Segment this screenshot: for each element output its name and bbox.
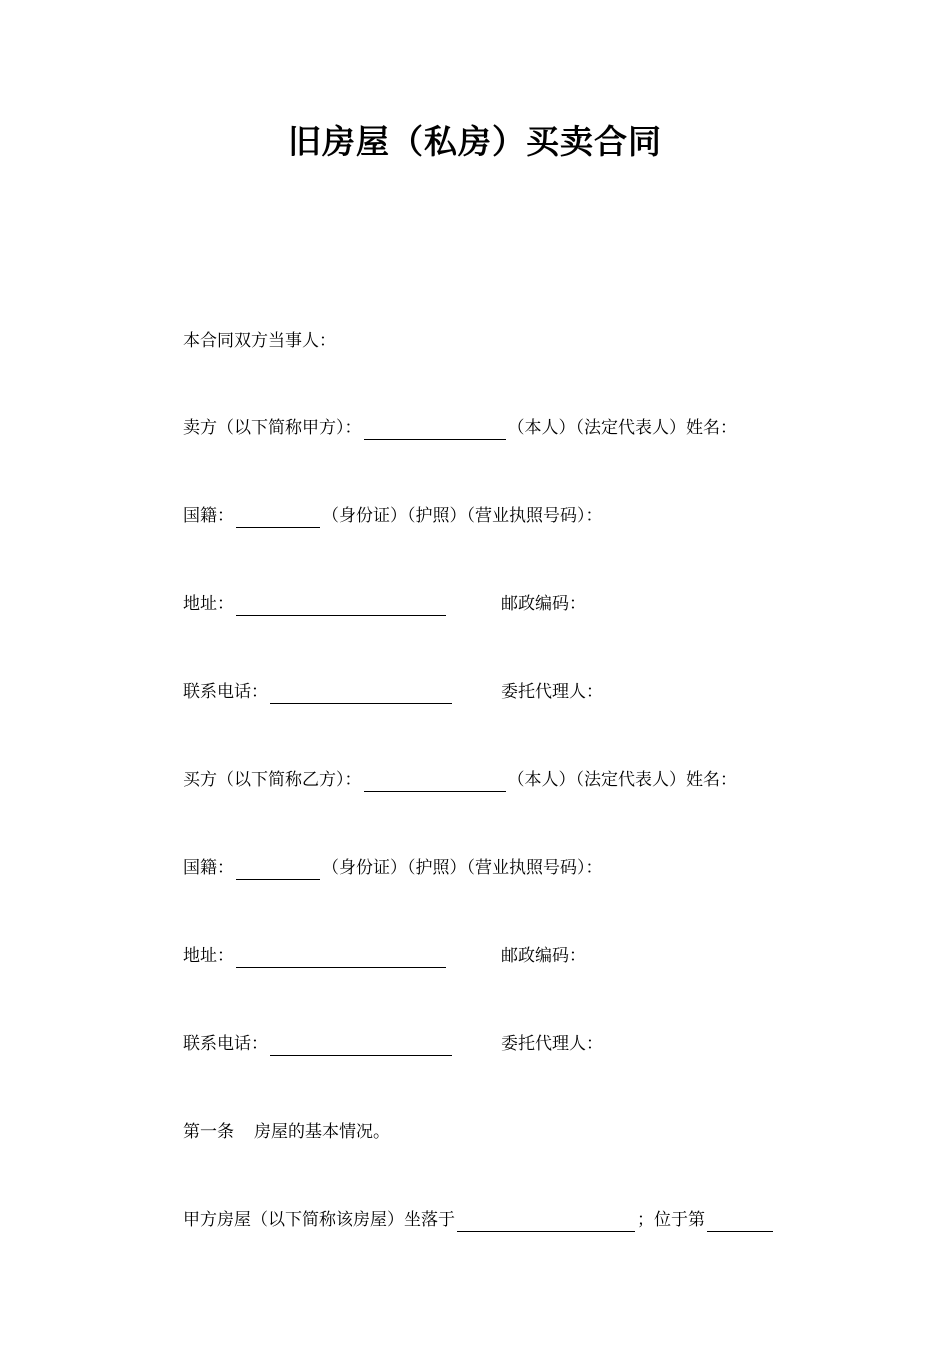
buyer-id-label: （身份证）（护照）（营业执照号码）： [322, 858, 603, 878]
seller-party-line [183, 416, 737, 440]
article1-location-line [183, 1208, 775, 1232]
buyer-postcode-label: 邮政编码： [501, 946, 586, 966]
buyer-phone-label: 联系电话： [183, 1034, 268, 1054]
seller-address-label: 地址： [183, 594, 234, 614]
buyer-name-field[interactable] [364, 773, 506, 792]
intro-line [183, 329, 336, 353]
floor-field[interactable] [707, 1213, 773, 1232]
location-mid: ；位于第 [637, 1210, 705, 1230]
buyer-party-line [183, 768, 737, 792]
location-prefix: 甲方房屋（以下简称该房屋）坐落于 [183, 1210, 455, 1230]
buyer-nationality-line [183, 856, 603, 880]
buyer-address-field[interactable] [236, 949, 446, 968]
seller-party-suffix: （本人）（法定代表人）姓名： [507, 418, 737, 438]
seller-phone-line [183, 680, 783, 704]
location-field[interactable] [457, 1213, 635, 1232]
document-title: 旧房屋（私房）买卖合同 [288, 122, 662, 161]
buyer-address-label: 地址： [183, 946, 234, 966]
seller-address-field[interactable] [236, 597, 446, 616]
seller-party-label: 卖方（以下简称甲方）： [183, 418, 362, 438]
seller-phone-field[interactable] [270, 685, 452, 704]
seller-nationality-line [183, 504, 603, 528]
article1-title: 房屋的基本情况。 [254, 1122, 390, 1142]
seller-nationality-field[interactable] [236, 509, 320, 528]
buyer-nationality-field[interactable] [236, 861, 320, 880]
article1-heading [183, 1120, 390, 1144]
article1-number: 第一条 [183, 1122, 234, 1142]
seller-nationality-label: 国籍： [183, 506, 234, 526]
buyer-party-suffix: （本人）（法定代表人）姓名： [507, 770, 737, 790]
buyer-agent-label: 委托代理人： [501, 1034, 603, 1054]
seller-phone-label: 联系电话： [183, 682, 268, 702]
buyer-party-label: 买方（以下简称乙方）： [183, 770, 362, 790]
buyer-nationality-label: 国籍： [183, 858, 234, 878]
buyer-address-line [183, 944, 783, 968]
seller-agent-label: 委托代理人： [501, 682, 603, 702]
seller-address-line [183, 592, 783, 616]
intro-text: 本合同双方当事人： [183, 331, 336, 351]
buyer-phone-field[interactable] [270, 1037, 452, 1056]
seller-id-label: （身份证）（护照）（营业执照号码）： [322, 506, 603, 526]
seller-postcode-label: 邮政编码： [501, 594, 586, 614]
buyer-phone-line [183, 1032, 783, 1056]
seller-name-field[interactable] [364, 421, 506, 440]
